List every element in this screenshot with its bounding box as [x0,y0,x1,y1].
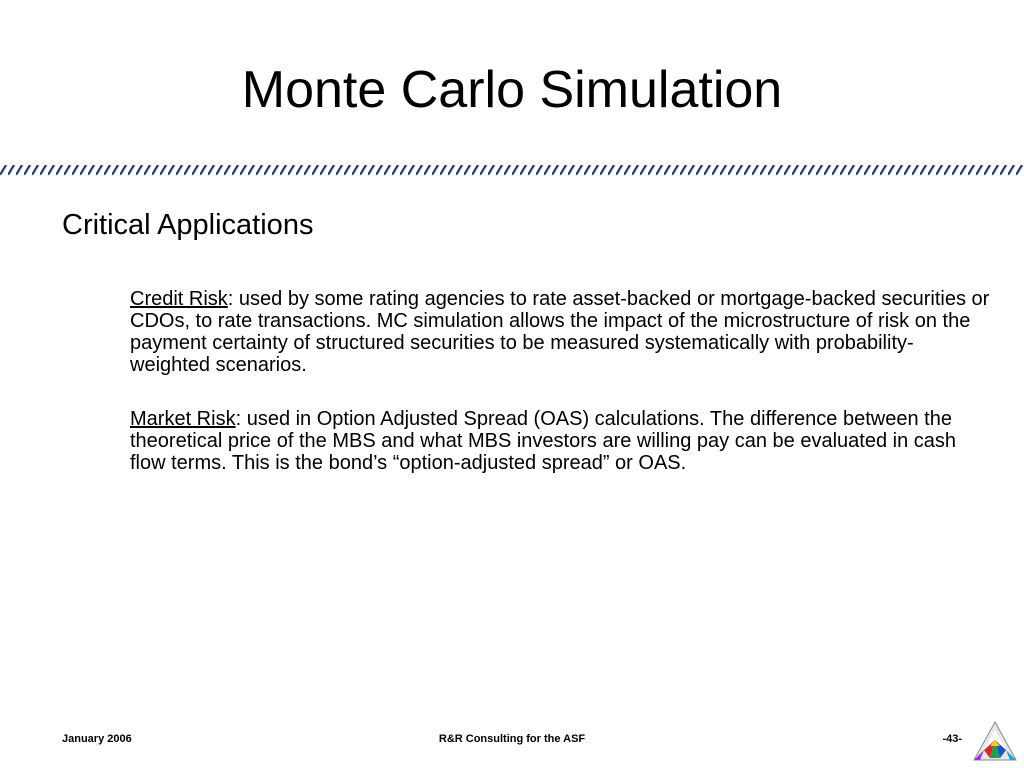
bullet-text-credit-risk: : used by some rating agencies to rate asset-backed or mortgage-backed securities or CDOs, to rate transactions. MC simulation allows the impact of the microstructure of risk on the payment certainty of structured securities to be measured systematically with probability-weighted scenarios. [130,288,990,376]
bullet-credit-risk [130,288,990,376]
bullet-term-credit-risk: Credit Risk [130,288,228,310]
slide-title: Monte Carlo Simulation [241,61,783,119]
prism-triangle-logo-icon [972,720,1018,764]
footer-page-number: -43- [942,733,962,745]
title-hatched-rule [0,165,1024,175]
section-heading: Critical Applications [62,209,314,241]
bullet-market-risk [130,408,990,474]
footer-organization: R&R Consulting for the ASF [438,733,586,745]
bullet-text-market-risk: : used in Option Adjusted Spread (OAS) calculations. The difference between the theoretical price of the MBS and what MBS investors are willing pay can be evaluated in cash flow terms. This is the bond’s “option-adjusted spread” or OAS. [130,408,956,474]
bullet-term-market-risk: Market Risk [130,408,236,430]
footer-date: January 2006 [62,733,132,745]
